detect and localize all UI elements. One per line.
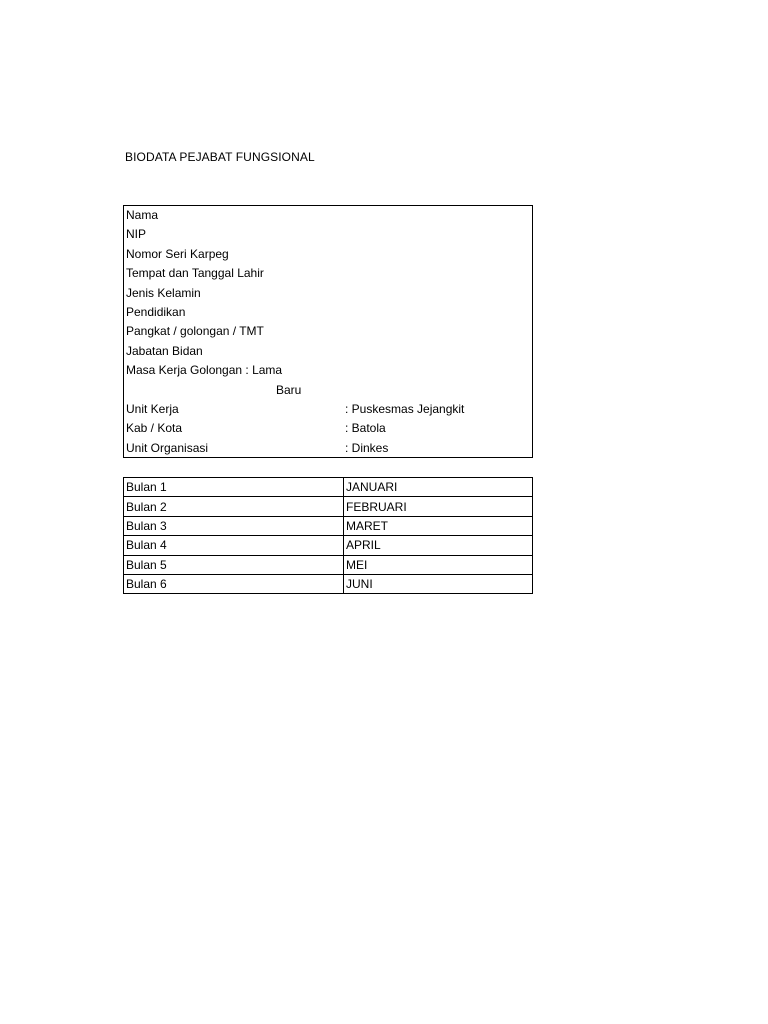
label-nip: NIP — [126, 227, 147, 242]
month-value-cell: JUNI — [344, 574, 533, 593]
month-label-cell: Bulan 2 — [124, 497, 344, 516]
month-value-cell: FEBRUARI — [344, 497, 533, 516]
label-masa-kerja-baru: Baru — [276, 382, 302, 397]
biodata-box — [123, 205, 533, 458]
label-pendidikan: Pendidikan — [126, 305, 186, 319]
month-value-cell: APRIL — [344, 536, 533, 555]
label-jenis-kelamin: Jenis Kelamin — [126, 285, 201, 300]
month-label-cell: Bulan 3 — [124, 516, 344, 535]
table-row — [124, 516, 533, 535]
label-ttl: Tempat dan Tanggal Lahir — [126, 266, 264, 281]
label-unit-kerja: Unit Kerja — [126, 402, 179, 416]
label-unit-organisasi: Unit Organisasi — [126, 440, 209, 455]
document-title: BIODATA PEJABAT FUNGSIONAL — [125, 150, 315, 164]
label-masa-kerja: Masa Kerja Golongan : Lama — [126, 363, 283, 378]
table-row — [124, 574, 533, 593]
label-nama: Nama — [126, 208, 159, 222]
month-label-cell: Bulan 4 — [124, 536, 344, 555]
month-value-cell: JANUARI — [344, 478, 533, 497]
months-table — [123, 477, 533, 594]
month-label-cell: Bulan 6 — [124, 574, 344, 593]
month-label-cell: Bulan 5 — [124, 555, 344, 574]
label-jabatan: Jabatan Bidan — [126, 343, 203, 358]
month-label-cell: Bulan 1 — [124, 478, 344, 497]
table-row — [124, 555, 533, 574]
table-row — [124, 497, 533, 516]
table-row — [124, 536, 533, 555]
month-value-cell: MARET — [344, 516, 533, 535]
table-row — [124, 478, 533, 497]
month-value-cell: MEI — [344, 555, 533, 574]
label-kab-kota: Kab / Kota — [126, 421, 183, 436]
value-kab-kota: : Batola — [345, 421, 386, 436]
label-karpeg: Nomor Seri Karpeg — [126, 246, 229, 261]
value-unit-organisasi: : Dinkes — [345, 440, 389, 455]
label-pangkat: Pangkat / golongan / TMT — [126, 324, 264, 339]
value-unit-kerja: : Puskesmas Jejangkit — [345, 402, 465, 416]
